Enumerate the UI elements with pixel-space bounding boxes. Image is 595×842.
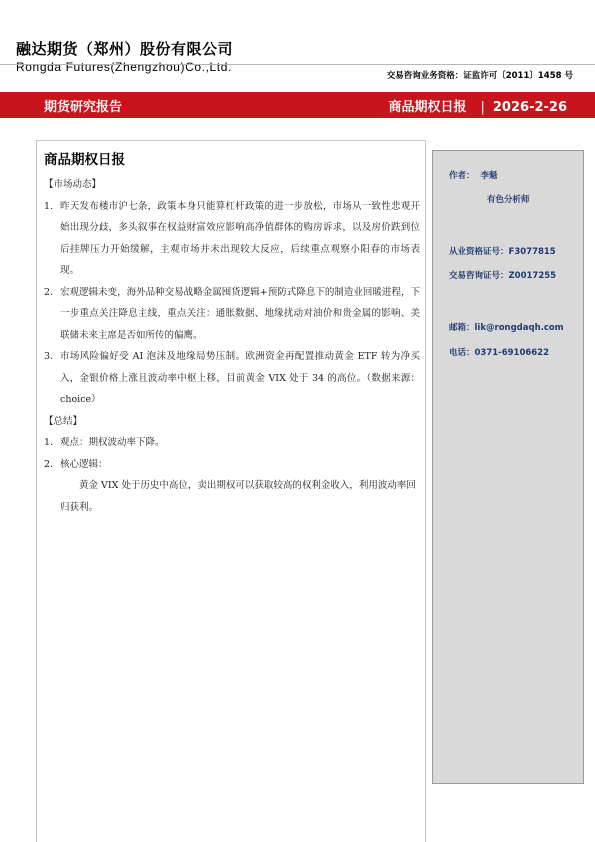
banner-separator: | <box>480 100 485 115</box>
author-name: 李魁 <box>480 171 498 181</box>
report-title: 商品期权日报 <box>44 152 125 168</box>
company-name-en: Rongda Futures(Zhengzhou)Co.,Ltd. <box>16 60 232 74</box>
email-row <box>449 321 564 333</box>
summary-heading: 【总结】 <box>44 415 83 427</box>
list-item <box>44 454 420 476</box>
list-item <box>44 346 420 411</box>
cert-label: 从业资格证号： <box>449 247 509 257</box>
list-item-number: 2. <box>44 458 54 470</box>
list-item-text: 观点：期权波动率下降。 <box>60 437 165 448</box>
company-name-cn: 融达期货（郑州）股份有限公司 <box>16 40 234 58</box>
summary-paragraph: 黄金 VIX 处于历史中高位，卖出期权可以获取较高的权利金收入，利用波动率回归获利。 <box>60 480 416 513</box>
email-value[interactable]: lik@rongdaqh.com <box>474 323 564 333</box>
list-item-number: 3. <box>44 351 54 362</box>
author-title: 有色分析师 <box>487 195 530 205</box>
list-item <box>44 196 420 282</box>
banner-category: 期货研究报告 <box>44 100 123 115</box>
cert-row <box>449 245 556 257</box>
list-item-number: 1. <box>44 437 54 448</box>
consult-value: Z0017255 <box>508 271 557 281</box>
phone-value: 0371-69106622 <box>474 348 550 358</box>
cert-value: F3077815 <box>508 247 556 257</box>
author-row <box>449 169 497 181</box>
list-item-text: 昨天发布楼市沪七条，政策本身只能算杠杆政策的进一步放松，市场从一致性悲观开始出现分歧，多头叙事在权益财富效应影响高净值群体的购房诉求，以及房价跌到位后挂牌压力开始缓解，主观市场并未出现较大反应，后续重点观察小阳春的市场表现。 <box>60 200 420 276</box>
list-item-number: 2. <box>44 286 54 298</box>
license-text: 交易咨询业务资格：证监许可〔2011〕1458 号 <box>386 71 573 81</box>
phone-row <box>449 346 549 358</box>
banner-date: 2026-2-26 <box>492 100 567 115</box>
consult-label: 交易咨询证号： <box>449 271 509 281</box>
list-item-text: 宏观逻辑未变，海外品种交易战略金属囤货逻辑+预防式降息下的制造业回暖进程，下一步重点关注降息主线，重点关注：通胀数据、地缘扰动对油价和贵金属的影响、美联储未来主席是否如所传的偏鹰。 <box>60 286 420 341</box>
author-label: 作者： <box>449 171 475 181</box>
report-banner <box>0 92 595 118</box>
report-body <box>44 150 420 518</box>
list-item <box>44 282 420 347</box>
header-divider <box>0 64 595 65</box>
list-item-number: 1. <box>44 200 54 212</box>
list-item-text: 市场风险偏好受 AI 泡沫及地缘局势压制。欧洲资金再配置推动黄金 ETF 转为净买入，金银价格上涨且波动率中枢上移，目前黄金 VIX 处于 34 的高位。（数据来源：choice） <box>60 351 420 405</box>
consult-row <box>449 269 556 281</box>
market-heading: 【市场动态】 <box>44 179 102 190</box>
list-item <box>44 432 420 454</box>
banner-title-date <box>388 96 567 115</box>
email-label: 邮箱： <box>449 323 475 333</box>
list-item-text: 核心逻辑： <box>60 458 108 470</box>
banner-report-type: 商品期权日报 <box>388 100 467 115</box>
author-sidebar <box>432 150 584 784</box>
phone-label: 电话： <box>449 348 475 358</box>
